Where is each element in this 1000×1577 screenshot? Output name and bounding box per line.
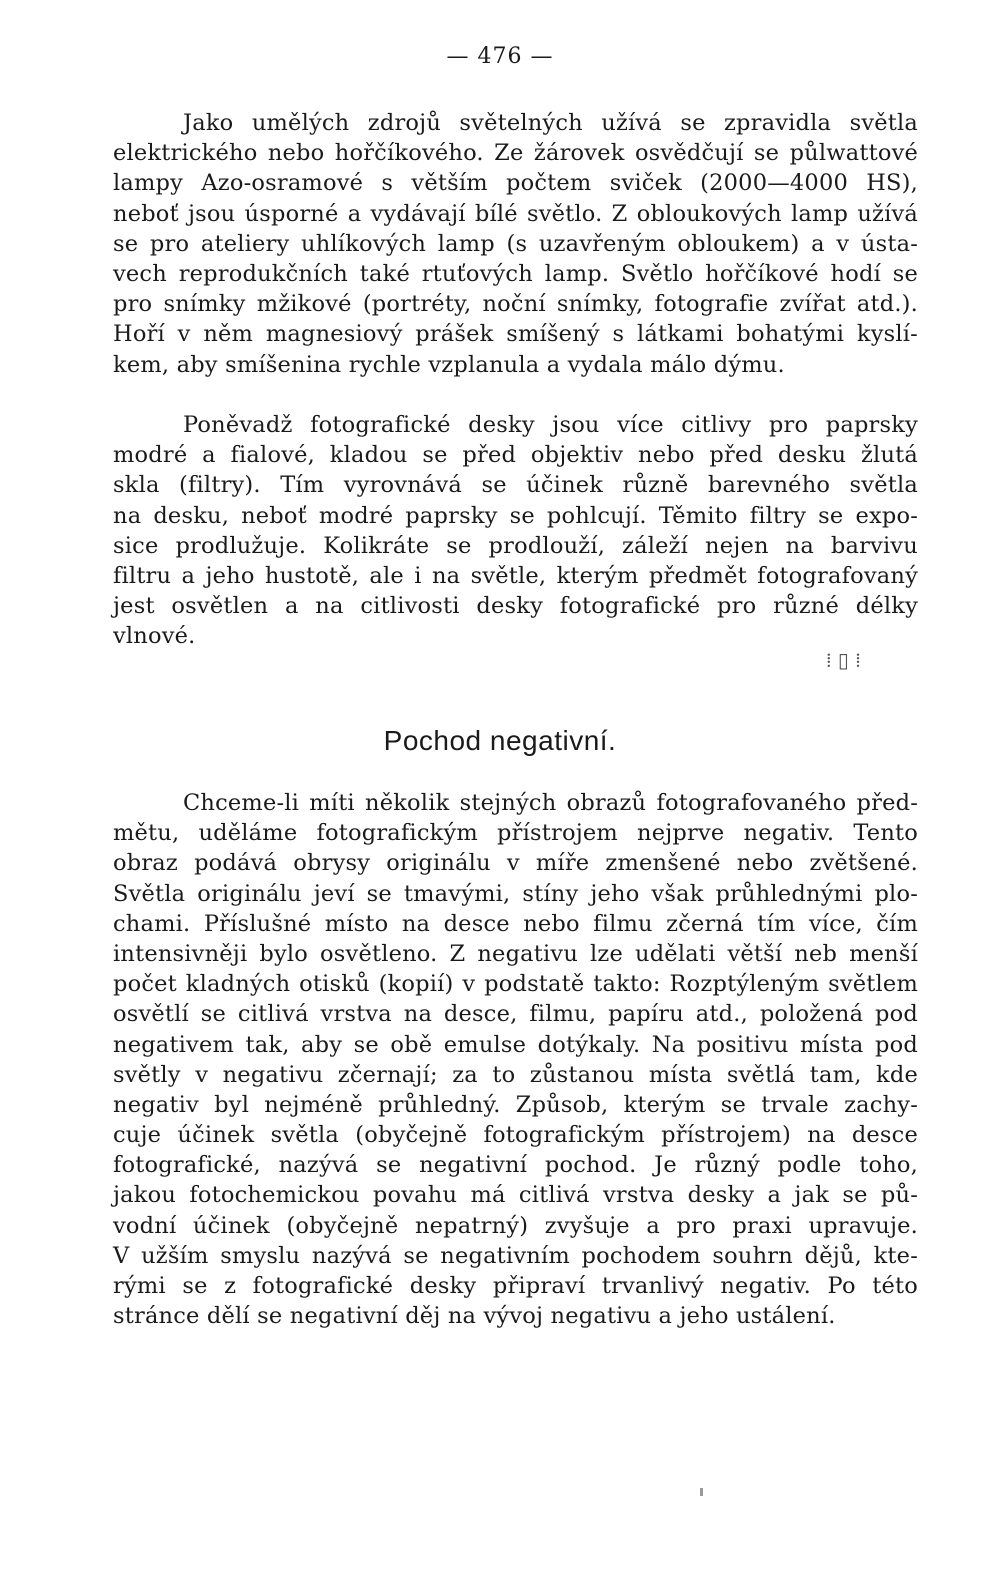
text-line: světly v negativu zčernají; za to zůstanou místa světlá tam, kde — [113, 1061, 918, 1088]
text-line: stránce dělí se negativní děj na vývoj negativu a jeho ustálení. — [113, 1303, 836, 1330]
text-line: skla (filtry). Tím vyrovnává se účinek různě barevného světla — [113, 472, 918, 499]
text-line: fotografické, nazývá se negativní pochod. Je různý podle toho, — [113, 1152, 918, 1179]
text-line: kem, aby smíšenina rychle vzplanula a vydala málo dýmu. — [113, 351, 785, 378]
text-line: Poněvadž fotografické desky jsou více citlivy pro paprsky — [183, 412, 918, 438]
text-line: rými se z fotografické desky připraví trvanlivý negativ. Po této — [113, 1273, 918, 1299]
text-line: pro snímky mžikové (portréty, noční snímky, fotografie zvířat atd.). — [113, 291, 918, 318]
text-line: lampy Azo-osramové s větším počtem sviček (2000—4000 HS), — [113, 170, 918, 197]
page-number: — 476 — — [446, 44, 554, 69]
paragraph-negative-process — [113, 788, 918, 1331]
text-line: sice prodlužuje. Kolikráte se prodlouží, záleží nejen na barvivu — [113, 532, 918, 559]
text-line: elektrického nebo hořčíkového. Ze žárovek osvědčují se půlwattové — [113, 140, 918, 167]
text-line: modré a fialové, kladou se před objektiv nebo před desku žlutá — [113, 442, 918, 469]
text-line: Chceme-li míti několik stejných obrazů fotografovaného před- — [183, 790, 918, 816]
text-line: negativem tak, aby se obě emulse dotýkaly. Na positivu místa pod — [113, 1031, 918, 1058]
text-line: vlnové. — [113, 623, 196, 650]
paragraph-filters — [113, 410, 918, 652]
text-line: intensivněji bylo osvětleno. Z negativu lze udělati větší neb menší — [113, 940, 918, 967]
text-line: jakou fotochemickou povahu má citlivá vrstva desky a jak se pů- — [113, 1182, 918, 1209]
text-line: se pro ateliery uhlíkových lamp (s uzavřeným obloukem) a v ústa- — [113, 230, 918, 257]
text-line: počet kladných otisků (kopií) v podstatě takto: Rozptýleným světlem — [113, 971, 918, 998]
text-line: vodní účinek (obyčejně nepatrný) zvyšuje a pro praxi upravuje. — [113, 1212, 918, 1239]
text-line: filtru a jeho hustotě, ale i na světle, kterým předmět fotografovaný — [113, 562, 918, 589]
text-line: negativ byl nejméně průhledný. Způsob, kterým se trvale zachy- — [113, 1091, 918, 1118]
text-line: neboť jsou úsporné a vydávají bílé světlo. Z obloukových lamp užívá — [113, 200, 918, 227]
text-line: Hoří v něm magnesiový prášek smíšený s látkami bohatými kyslí- — [113, 321, 918, 348]
text-line: vech reprodukčních také rtuťových lamp. Světlo hořčíkové hodí se — [113, 260, 918, 287]
text-line: mětu, uděláme fotografickým přístrojem nejprve negativ. Tento — [113, 820, 918, 847]
paragraph-artificial-light — [113, 108, 918, 380]
text-line: na desku, neboť modré paprsky se pohlcují. Těmito filtry se expo- — [113, 502, 918, 529]
print-artifact — [700, 1488, 703, 1496]
section-heading: Pochod negativní. — [383, 725, 617, 756]
text-line: obraz podává obrysy originálu v míře zmenšené nebo zvětšené. — [113, 850, 918, 877]
text-line: V užším smyslu nazývá se negativním pochodem souhrn dějů, kte- — [113, 1242, 918, 1269]
text-line: jest osvětlen a na citlivosti desky fotografické pro různé délky — [113, 593, 918, 620]
text-line: Jako umělých zdrojů světelných užívá se zpravidla světla — [183, 110, 918, 136]
text-line: Světla originálu jeví se tmavými, stíny jeho však průhlednými plo- — [113, 880, 918, 907]
text-line: osvětlí se citlivá vrstva na desce, filmu, papíru atd., položená pod — [113, 1001, 918, 1028]
text-line: chami. Příslušné místo na desce nebo filmu zčerná tím více, čím — [113, 910, 918, 937]
print-artifact: ⁞ ▯ ⁞ — [826, 648, 861, 672]
text-line: cuje účinek světla (obyčejně fotografickým přístrojem) na desce — [113, 1122, 918, 1149]
